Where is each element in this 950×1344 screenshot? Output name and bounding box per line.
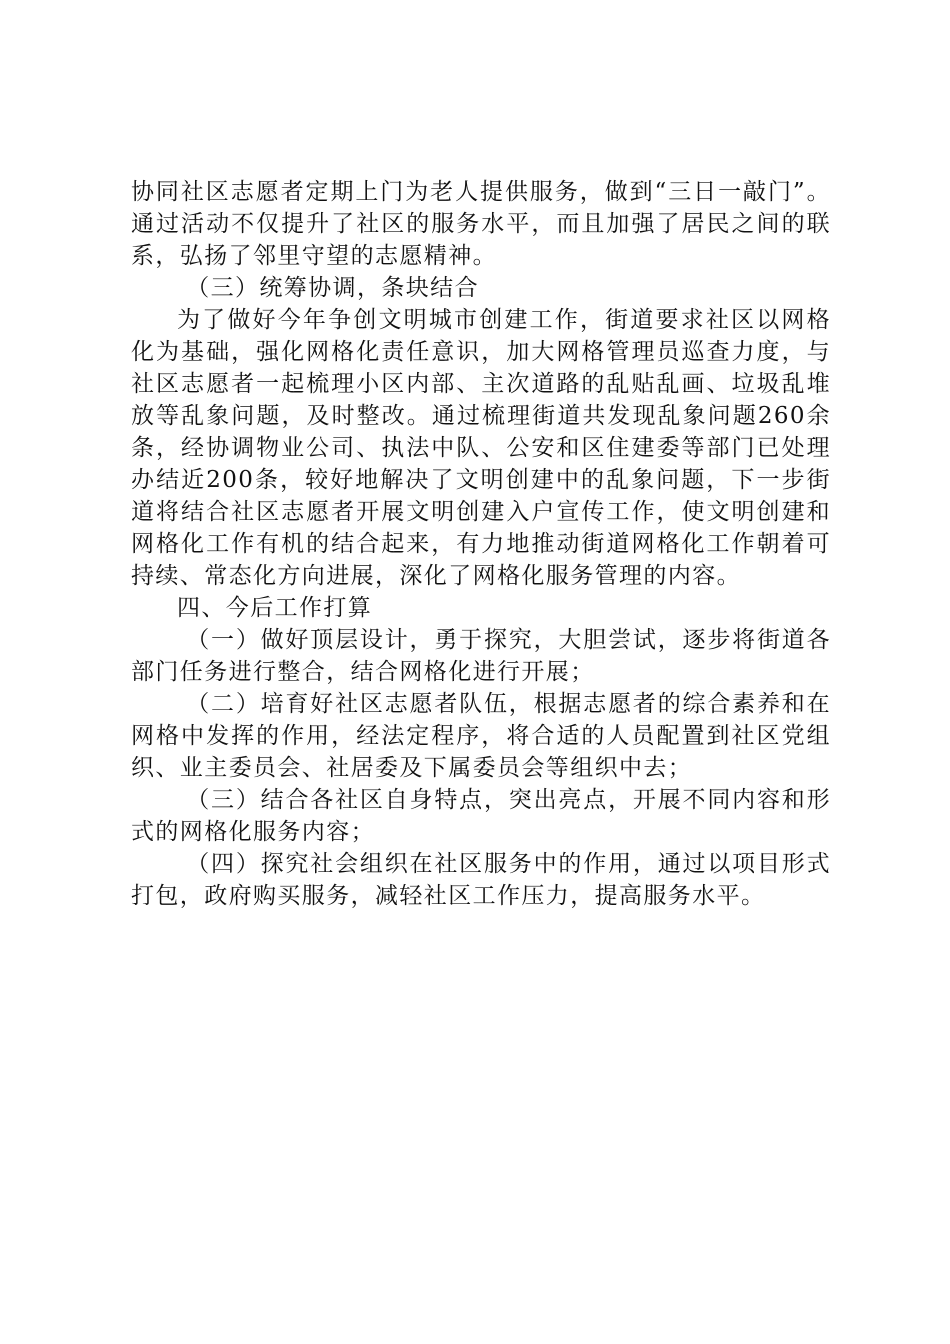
plan-item-4: （四）探究社会组织在社区服务中的作用，通过以项目形式打包，政府购买服务，减轻社区工作压力，提高服务水平。 [131, 851, 831, 909]
paragraph-continued: 协同社区志愿者定期上门为老人提供服务，做到“三日一敲门”。通过活动不仅提升了社区的服务水平，而且加强了居民之间的联系，弘扬了邻里守望的志愿精神。 [131, 179, 831, 269]
section-heading-future-plans: 四、今后工作打算 [177, 595, 373, 621]
plan-item-3: （三）结合各社区自身特点，突出亮点，开展不同内容和形式的网格化服务内容； [131, 787, 831, 845]
plan-item-1: （一）做好顶层设计，勇于探究，大胆尝试，逐步将街道各部门任务进行整合，结合网格化进行开展； [131, 627, 831, 685]
paragraph-civilized-city: 为了做好今年争创文明城市创建工作，街道要求社区以网格化为基础，强化网格化责任意识，加大网格管理员巡查力度，与社区志愿者一起梳理小区内部、主次道路的乱贴乱画、垃圾乱堆放等乱象问题，及时整改。通过梳理街道共发现乱象问题260余条，经协调物业公司、执法中队、公安和区住建委等部门已处理办结近200条，较好地解决了文明创建中的乱象问题，下一步街道将结合社区志愿者开展文明创建入户宣传工作，使文明创建和网格化工作有机的结合起来，有力地推动街道网格化工作朝着可持续、常态化方向进展，深化了网格化服务管理的内容。 [131, 307, 831, 589]
document-body [131, 176, 831, 912]
section-heading-coordination: （三）统筹协调，条块结合 [186, 275, 479, 301]
plan-item-2: （二）培育好社区志愿者队伍，根据志愿者的综合素养和在网格中发挥的作用，经法定程序，将合适的人员配置到社区党组织、业主委员会、社居委及下属委员会等组织中去； [131, 691, 831, 781]
